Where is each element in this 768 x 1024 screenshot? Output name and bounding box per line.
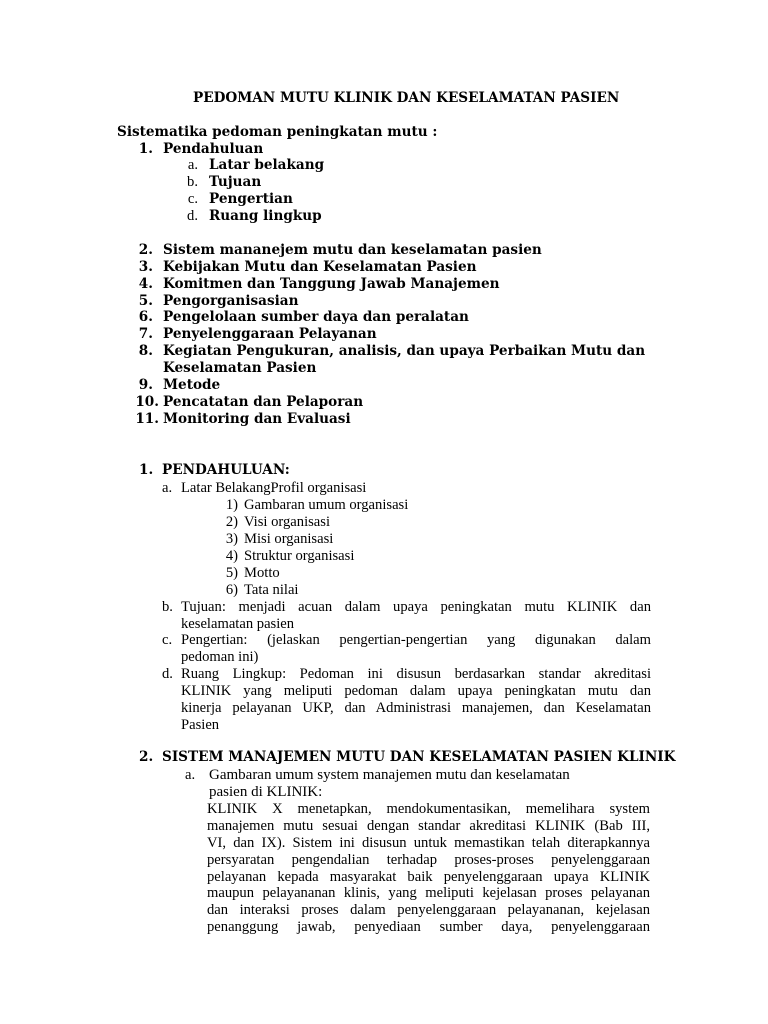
paragraph-line: kinerja pelayanan UKP, dan Administrasi manajemen, dan Keselamatan xyxy=(181,700,651,716)
list-letter: c. xyxy=(162,632,173,648)
paragraph-line: manajemen mutu sesuai dengan standar akreditasi KLINIK (Bab III, xyxy=(207,818,650,834)
outline-item-number: 8. xyxy=(138,343,153,359)
list-letter: d. xyxy=(162,666,173,682)
list-letter: b. xyxy=(162,599,173,615)
sublist-text: Struktur organisasi xyxy=(244,548,355,564)
outline-item-number: 9. xyxy=(138,377,153,393)
document-title: PEDOMAN MUTU KLINIK DAN KESELAMATAN PASIEN xyxy=(193,90,620,106)
outline-item-number: 7. xyxy=(138,326,153,342)
outline-item-label: Penyelenggaraan Pelayanan xyxy=(163,326,377,342)
outline-item-number: 6. xyxy=(138,309,153,325)
paragraph-line: VI, dan IX). Sistem ini disusun untuk memastikan telah diterapkannya xyxy=(207,835,650,851)
outline-subitem-letter: d. xyxy=(187,208,198,224)
paragraph-line: Pasien xyxy=(181,717,220,733)
section-number: 2. xyxy=(139,749,154,765)
outline-item-label: Kegiatan Pengukuran, analisis, dan upaya Perbaikan Mutu dan xyxy=(163,343,646,359)
paragraph-line: KLINIK X menetapkan, mendokumentasikan, memelihara system xyxy=(207,801,650,817)
outline-item-label: Pencatatan dan Pelaporan xyxy=(163,394,364,410)
paragraph-line: persyaratan pengendalian terhadap proses-proses penyelenggaraan xyxy=(207,852,650,868)
outline-subitem-label: Latar belakang xyxy=(209,157,325,173)
outline-item-label: Pengorganisasian xyxy=(163,293,299,309)
outline-item-label: Komitmen dan Tanggung Jawab Manajemen xyxy=(163,276,500,292)
sublist-text: Tata nilai xyxy=(244,582,299,598)
paragraph-line: Tujuan: menjadi acuan dalam upaya peningkatan mutu KLINIK dan xyxy=(181,599,651,615)
paragraph-line: Pengertian: (jelaskan pengertian-pengertian yang digunakan dalam xyxy=(181,632,651,648)
outline-item-number: 5. xyxy=(138,293,153,309)
outline-subitem-letter: c. xyxy=(187,191,198,207)
outline-item-label: Sistem mananejem mutu dan keselamatan pasien xyxy=(163,242,542,258)
outline-item-number: 11. xyxy=(135,411,159,427)
outline-subitem-label: Ruang lingkup xyxy=(209,208,322,224)
paragraph-line: dan interaksi proses dalam penyelenggaraan pelayananan, kejelasan xyxy=(207,902,650,918)
paragraph-line: keselamatan pasien xyxy=(181,616,295,632)
sublist-text: Motto xyxy=(244,565,280,581)
outline-item-number: 10. xyxy=(135,394,159,410)
outline-subitem-letter: a. xyxy=(187,157,198,173)
sublist-number: 2) xyxy=(225,514,238,530)
outline-item-label: Pendahuluan xyxy=(163,141,264,157)
outline-item-label: Metode xyxy=(163,377,221,393)
list-letter: a. xyxy=(162,480,173,496)
list-letter: a. xyxy=(185,767,196,783)
outline-subitem-letter: b. xyxy=(187,174,198,190)
sublist-number: 4) xyxy=(225,548,238,564)
subsection-heading: pasien di KLINIK: xyxy=(209,784,323,800)
outline-item-number: 1. xyxy=(138,141,153,157)
paragraph-line: pelayanan kepada masyarakat baik penyelenggaraan upaya KLINIK xyxy=(207,869,650,885)
sublist-text: Visi organisasi xyxy=(244,514,331,530)
sublist-number: 5) xyxy=(225,565,238,581)
outline-subitem-label: Pengertian xyxy=(209,191,293,207)
outline-heading: Sistematika pedoman peningkatan mutu : xyxy=(117,124,438,140)
paragraph-line: KLINIK yang meliputi pedoman dalam upaya peningkatan mutu dan xyxy=(181,683,651,699)
subsection-heading: Gambaran umum system manajemen mutu dan keselamatan xyxy=(209,767,570,783)
sublist-number: 1) xyxy=(225,497,238,513)
outline-subitem-label: Tujuan xyxy=(209,174,262,190)
outline-item-number: 4. xyxy=(138,276,153,292)
sublist-number: 3) xyxy=(225,531,238,547)
list-text: Latar BelakangProfil organisasi xyxy=(181,480,367,496)
paragraph-line: pedoman ini) xyxy=(181,649,259,665)
paragraph-line: maupun pelayananan klinis, yang meliputi kejelasan proses pelayanan xyxy=(207,885,650,901)
outline-item-label-continued: Keselamatan Pasien xyxy=(163,360,317,376)
section-title: PENDAHULUAN: xyxy=(162,462,290,478)
outline-item-label: Pengelolaan sumber daya dan peralatan xyxy=(163,309,469,325)
outline-item-label: Kebijakan Mutu dan Keselamatan Pasien xyxy=(163,259,477,275)
outline-item-number: 2. xyxy=(138,242,153,258)
section-number: 1. xyxy=(139,462,154,478)
sublist-number: 6) xyxy=(225,582,238,598)
outline-item-number: 3. xyxy=(138,259,153,275)
paragraph-line: penanggung jawab, penyediaan sumber daya, penyelenggaraan xyxy=(207,919,650,935)
section-title: SISTEM MANAJEMEN MUTU DAN KESELAMATAN PASIEN KLINIK xyxy=(162,749,676,765)
paragraph-line: Ruang Lingkup: Pedoman ini disusun berdasarkan standar akreditasi xyxy=(181,666,651,682)
sublist-text: Misi organisasi xyxy=(244,531,334,547)
outline-item-label: Monitoring dan Evaluasi xyxy=(163,411,351,427)
sublist-text: Gambaran umum organisasi xyxy=(244,497,409,513)
